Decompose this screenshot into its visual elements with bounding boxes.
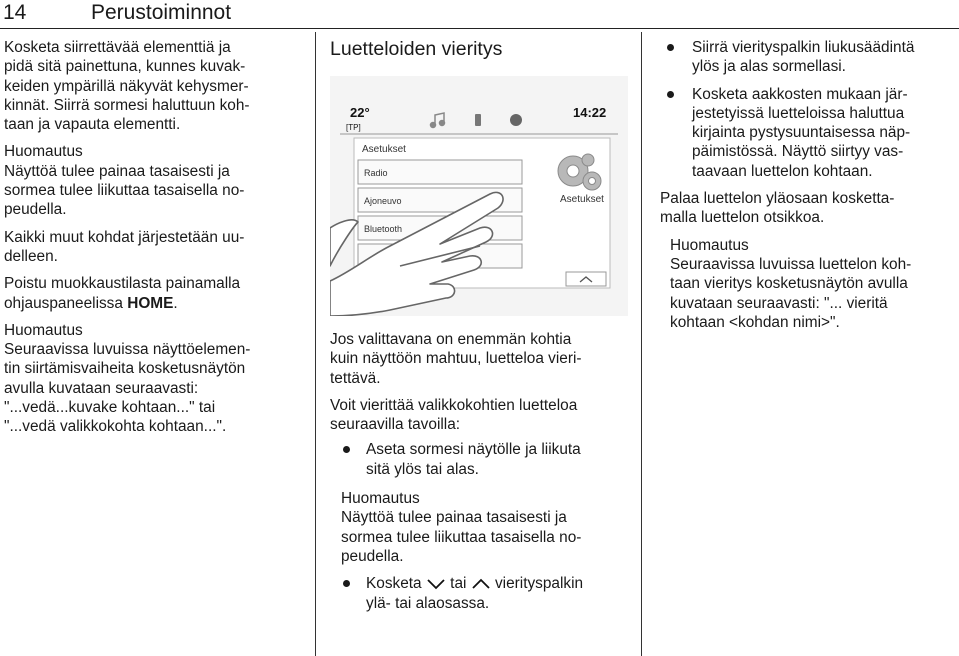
touchscreen-illustration xyxy=(330,76,628,316)
note-heading: Huomautus xyxy=(670,236,749,254)
bullet-alphabet: Kosketa aakkosten mukaan jär- jestetyissä luetteloissa haluttua kirjainta pystysuuntaisessa näp- päimistössä. Näyttö siirtyy vas- taavaan luettelon kohtaan. xyxy=(653,85,956,181)
column-1 xyxy=(4,38,304,445)
page-number: 14 xyxy=(3,1,27,24)
phone-icon xyxy=(475,114,481,126)
menu-item-label: Ajoneuvo xyxy=(364,196,402,206)
bullet-dot xyxy=(343,446,350,453)
paragraph-scroll-ways: Voit vierittää valikkokohtien luetteloa seuraavilla tavoilla: xyxy=(330,396,578,434)
bullet-finger-scroll: Aseta sormesi näytölle ja liikuta sitä ylös tai alas. xyxy=(330,440,628,479)
section-heading: Luetteloiden vieritys xyxy=(330,38,503,60)
column-2 xyxy=(330,40,628,59)
chevron-up-icon xyxy=(471,578,491,590)
section-title: Perustoiminnot xyxy=(91,1,232,24)
bullet-dot xyxy=(343,580,350,587)
record-icon xyxy=(510,114,522,126)
scroll-up-button xyxy=(566,272,606,286)
column-3 xyxy=(656,38,956,340)
menu-title: Asetukset xyxy=(362,144,406,155)
column-divider-2 xyxy=(641,32,642,656)
menu-item-label: Radio xyxy=(364,168,388,178)
bullet-dot xyxy=(667,44,674,51)
note-1: Huomautus Näyttöä tulee painaa tasaisesti ja sormea tulee liikuttaa tasaisella no- peudella. xyxy=(4,143,245,219)
column-divider-1 xyxy=(315,32,316,656)
paragraph-return-top: Palaa luettelon yläosaan kosketta- malla luettelon otsikkoa. xyxy=(660,190,895,227)
page-header xyxy=(0,0,959,29)
paragraph-rearrange: Kaikki muut kohdat järjestetään uu- delleen. xyxy=(4,228,245,265)
column-2-text xyxy=(330,330,628,621)
note-heading: Huomautus xyxy=(341,490,420,508)
paragraph-more-items: Jos valittavana on enemmän kohtia kuin näyttöön mahtuu, luetteloa vieri- tettävä. xyxy=(330,331,582,387)
settings-icon-label: Asetukset xyxy=(560,194,604,205)
menu-item-label: Bluetooth xyxy=(364,224,403,234)
paragraph-move-element: Kosketa siirrettävää elementtiä ja pidä sitä painettuna, kunnes kuvak- keiden ympärillä näkyvät kehysmer- kinnät. Siirrä sormesi haluttuun koh- taan ja vapauta elementti. xyxy=(4,39,250,134)
note-2: Huomautus Seuraavissa luvuissa näyttöelemen- tin siirtämisvaiheita kosketusnäytön avulla kuvataan seuraavasti: "...vedä...kuvake kohtaan..." tai "...vedä valikkokohta kohtaan...". xyxy=(4,321,251,436)
note-heading: Huomautus xyxy=(4,143,83,161)
note-heading: Huomautus xyxy=(4,321,83,339)
paragraph-exit-edit: Poistu muokkaustilasta painamalla ohjauspaneelissa HOME. xyxy=(4,275,241,312)
tp-indicator: [TP] xyxy=(346,123,361,132)
home-key-label: HOME xyxy=(127,294,174,312)
clock-readout: 14:22 xyxy=(573,105,607,120)
bullet-dot xyxy=(667,91,674,98)
bullet-scrollbar-arrows: Kosketa tai vierityspalkin ylä- tai alaosassa. xyxy=(330,574,628,613)
note-col2: Huomautus Näyttöä tulee painaa tasaisesti ja sormea tulee liikuttaa tasaisella no- peudella. xyxy=(341,490,582,565)
chevron-down-icon xyxy=(426,578,446,590)
bullet-slider: Siirrä vierityspalkin liukusäädintä ylös ja alas sormellasi. xyxy=(653,38,956,77)
note-col3: Huomautus Seuraavissa luvuissa luettelon koh- taan vieritys kosketusnäytön avulla kuvataan seuraavasti: "... vieritä kohtaan <kohdan nimi>". xyxy=(670,236,912,331)
temperature-readout: 22° xyxy=(350,105,370,120)
